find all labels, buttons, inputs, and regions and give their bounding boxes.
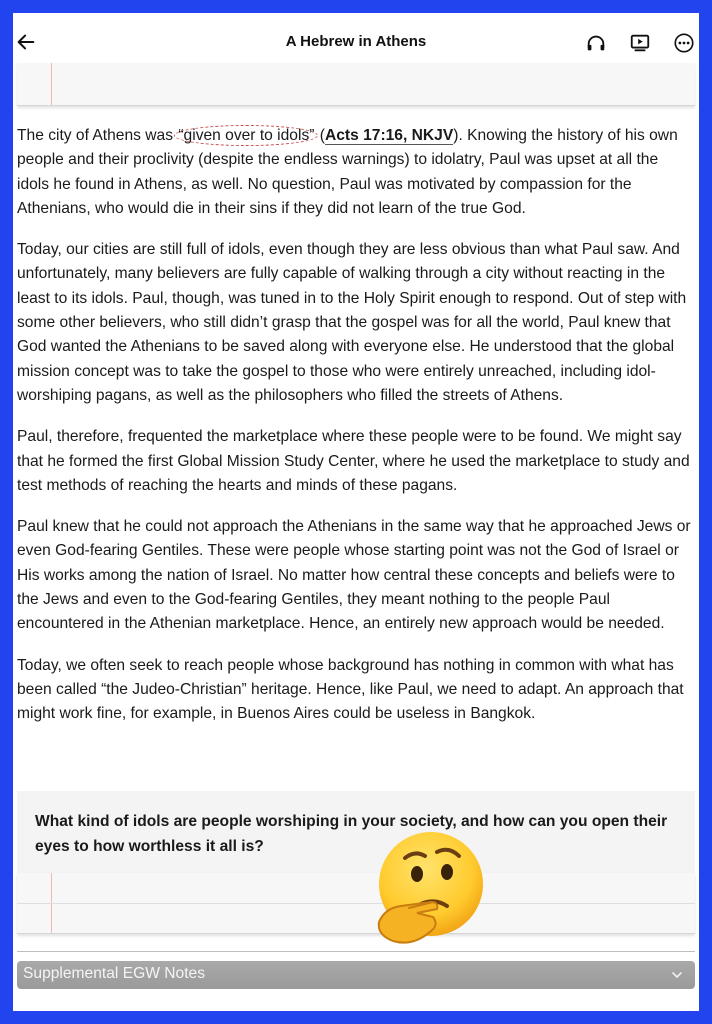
- notes-margin-line: [51, 63, 52, 105]
- paragraph-2: Today, our cities are still full of idols, even though they are less obvious than what Paul saw. And unfortunately, many believers are fully capable of walking through a city without reacting in the least to its idols. Paul, though, was tuned in to the Holy Spirit enough to respond. Out of step with some other believers, who still didn’t grasp that the gospel was for all the world, Paul knew that God wanted the Athenians to be saved along with everyone else. He understood that the global mission concept was to take the gospel to those who were entirely unreached, including idol-worshiping pagans, as well as the philosophers who filled the streets of Athens.: [17, 241, 687, 404]
- chevron-down-icon: [669, 967, 685, 983]
- discussion-question: What kind of idols are people worshiping in your society, and how can you open their eyes to how worthless it all is?: [35, 813, 668, 855]
- paragraph-1: The city of Athens was “given over to idols” (Acts 17:16, NKJV). Knowing the history of his own people and their proclivity (despite the endless warnings) to idolatry, Paul was upset at all the idols he found in Athens, as well. No question, Paul was motivated by compassion for the Athenians, who would die in their sins if they did not learn of the true God.: [17, 127, 678, 217]
- paragraph-3: Paul, therefore, frequented the marketplace where these people were to be found. We might say that he formed the first Global Mission Study Center, where he used the marketplace to study and test methods of reaching the hearts and minds of these pagans.: [17, 428, 690, 494]
- headphones-icon[interactable]: [585, 32, 607, 54]
- notes-field-top[interactable]: [17, 63, 695, 106]
- page-title: A Hebrew in Athens: [285, 33, 427, 50]
- supplemental-notes-dropdown[interactable]: [17, 961, 695, 989]
- notes-field-bottom[interactable]: [17, 873, 695, 934]
- app-window: [13, 13, 699, 1011]
- paragraph-4: Paul knew that he could not approach the Athenians in the same way that he approached Jews or even God-fearing Gentiles. These were people whose starting point was not the God of Israel or His works among the nation of Israel. No matter how central these concepts and beliefs were to the Jews and even to the God-fearing Gentiles, they meant nothing to the people Paul encountered in the Athenian marketplace. Hence, an entirely new approach would be needed.: [17, 518, 691, 633]
- top-bar: [13, 13, 699, 69]
- discussion-question-box: [17, 791, 695, 873]
- article-body: [17, 124, 693, 744]
- notes-rule-line: [17, 903, 695, 904]
- section-divider: [17, 951, 695, 952]
- play-video-icon[interactable]: [629, 32, 651, 54]
- highlighted-phrase[interactable]: “given over to idols”: [174, 125, 318, 146]
- supplemental-notes-label: Supplemental EGW Notes: [23, 965, 206, 982]
- thinking-face-emoji: [365, 828, 491, 954]
- paragraph-5: Today, we often seek to reach people whose background has nothing in common with what has been called “the Judeo-Christian” heritage. Hence, like Paul, we need to adapt. An approach that might work fine, for example, in Buenos Aires could be useless in Bangkok.: [17, 656, 684, 723]
- bible-reference-link[interactable]: Acts 17:16, NKJV: [324, 127, 454, 144]
- more-icon[interactable]: [673, 32, 695, 54]
